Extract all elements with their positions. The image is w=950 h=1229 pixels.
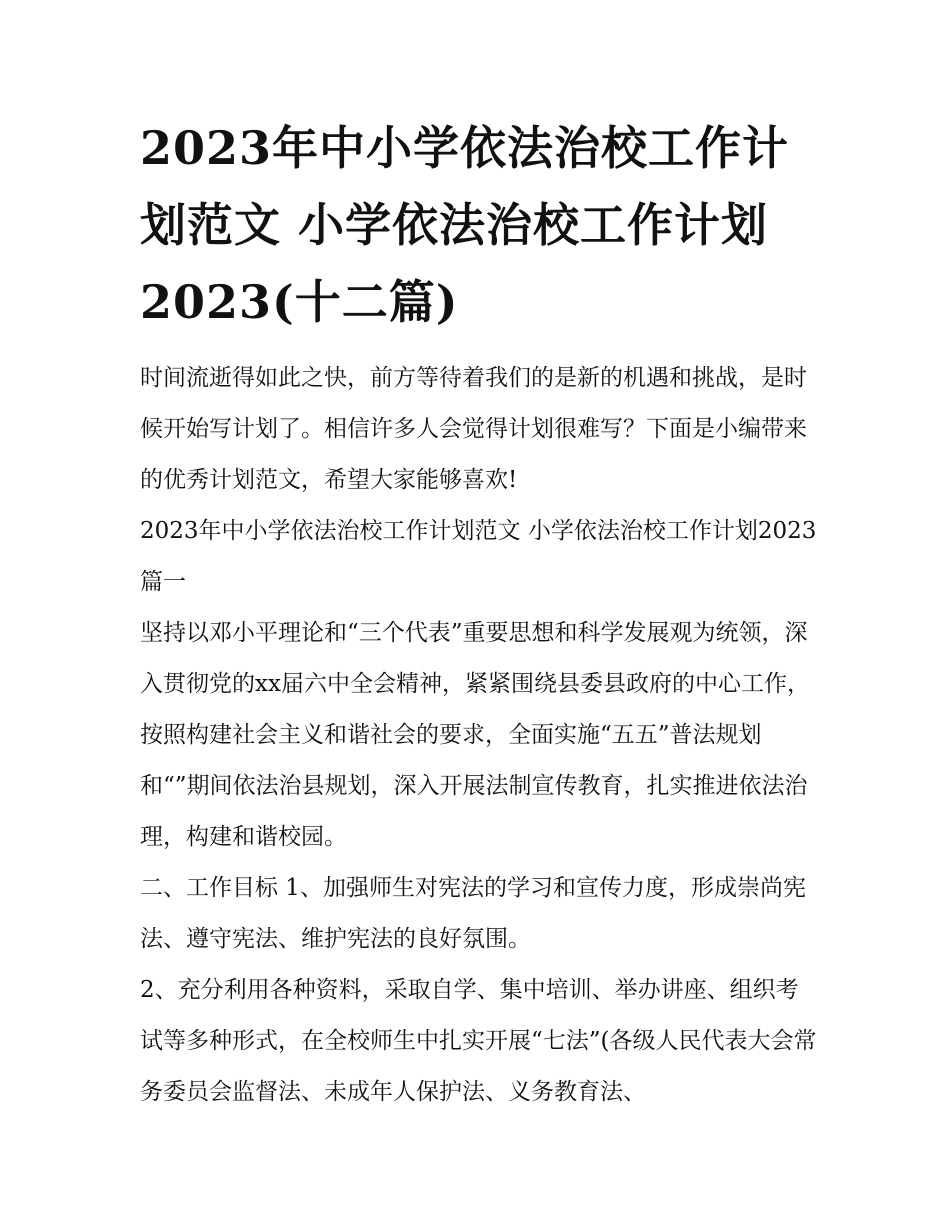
paragraph-work-goal-2: 2、充分利用各种资料，采取自学、集中培训、举办讲座、组织考试等多种形式，在全校师生中扎实开展“七法”(各级人民代表大会常务委员会监督法、未成年人保护法、义务教育法、: [140, 977, 817, 1105]
document-title: 2023年中小学依法治校工作计划范文 小学依法治校工作计划2023(十二篇): [140, 121, 790, 329]
paragraph-work-goal-1: 二、工作目标 1、加强师生对宪法的学习和宣传力度，形成崇尚宪法、遵守宪法、维护宪法的良好氛围。: [140, 875, 806, 952]
paragraph-section-heading: 2023年中小学依法治校工作计划范文 小学依法治校工作计划2023篇一: [140, 518, 817, 595]
paragraph-intro: 时间流逝得如此之快，前方等待着我们的是新的机遇和挑战，是时候开始写计划了。相信许多人会觉得计划很难写？下面是小编带来的优秀计划范文，希望大家能够喜欢!: [140, 365, 807, 493]
document-page: [140, 110, 820, 1118]
paragraph-guiding-principle: 坚持以邓小平理论和“三个代表”重要思想和科学发展观为统领，深入贯彻党的xx届六中全会精神，紧紧围绕县委县政府的中心工作，按照构建社会主义和谐社会的要求，全面实施“五五”普法规划和“”期间依法治县规划，深入开展法制宣传教育，扎实推进依法治理，构建和谐校园。: [140, 620, 810, 850]
document-body: [140, 353, 820, 1118]
